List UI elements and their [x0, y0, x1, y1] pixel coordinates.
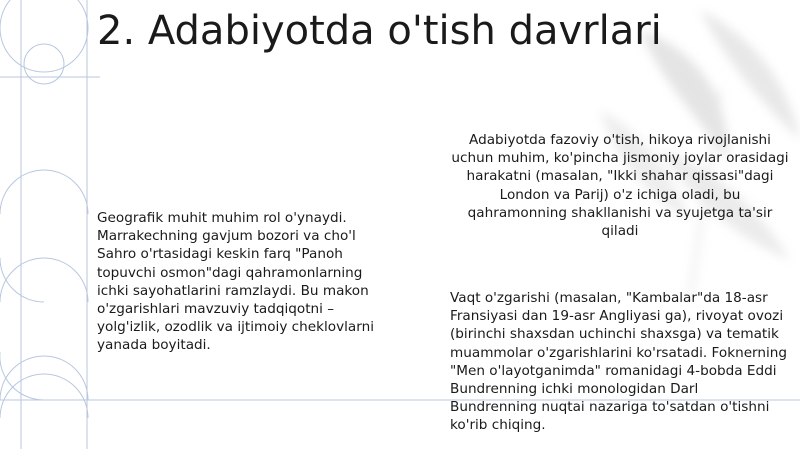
deco-arch-middle: [0, 258, 88, 302]
geographic-setting-paragraph: Geografik muhit muhim rol o'ynaydi. Marrakechning gavjum bozori va cho'l Sahro o'rtasidagi keskin farq "Panoh topuvchi osmon"dagi qahramonlarning ichki sayohatlarini ramzlaydi. Bu makon o'zgarishlari mavzuviy tadqiqotni – yolg'izlik, ozodlik va ijtimoiy cheklovlarni yanada boyitadi.: [97, 210, 374, 354]
deco-circle-small: [24, 44, 64, 84]
temporal-transition-paragraph: Vaqt o'zgarishi (masalan, "Kambalar"da 18-asr Fransiyasi dan 19-asr Angliyasi ga), rivoyat ovozi (birinchi shaxsdan uchinchi shaxsga) va tematik muammolar o'zgarishlarini ko'rsatadi. Foknerning "Men o'layotganimda" romanidagi 4-bobda Eddi Bundrenning ichki monologidan Darl Bundrenning nuqtai nazariga to'satdan o'tishni ko'rib chiqing.: [450, 290, 788, 434]
deco-arch-upper: [0, 170, 88, 214]
spatial-transition-paragraph: Adabiyotda fazoviy o'tish, hikoya rivojlanishi uchun muhim, ko'pincha jismoniy joylar orasidagi harakatni (masalan, "Ikki shahar qissasi"dagi London va Parij) o'z ichiga oladi, bu qahramonning shakllanishi va syujetga ta'sir qiladi: [451, 132, 789, 240]
deco-arch-lower: [0, 356, 88, 400]
slide-title: 2. Adabiyotda o'tish davrlari: [97, 8, 662, 54]
deco-circle-large: [0, 0, 88, 72]
